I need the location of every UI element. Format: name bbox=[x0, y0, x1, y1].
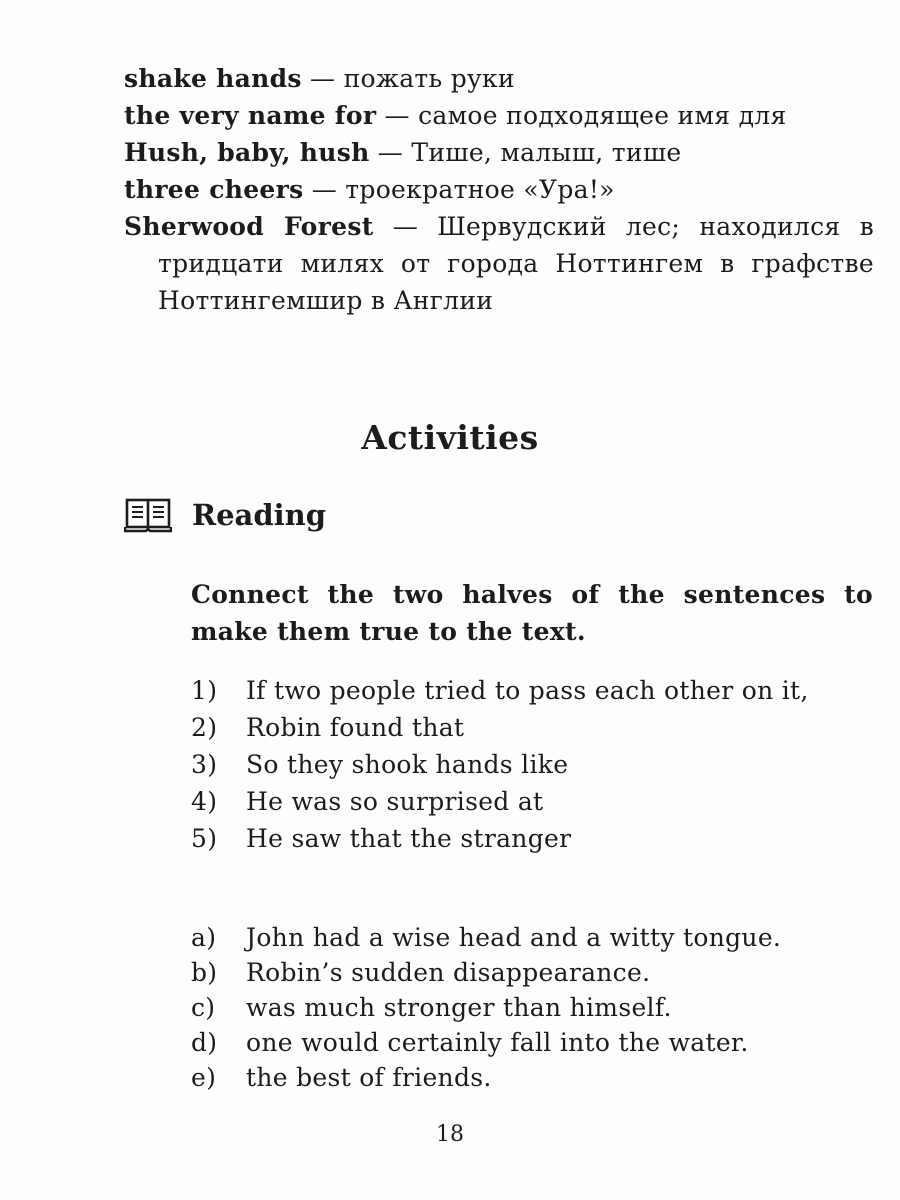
list-item bbox=[191, 709, 873, 746]
item-text: John had a wise head and a witty tongue. bbox=[246, 923, 782, 952]
item-text: was much stronger than himself. bbox=[246, 993, 672, 1022]
glossary-dash: — bbox=[369, 138, 412, 167]
list-item bbox=[191, 1025, 873, 1060]
item-text: He saw that the stranger bbox=[246, 824, 572, 853]
glossary-entry bbox=[124, 97, 874, 134]
item-text: Robin found that bbox=[246, 713, 465, 742]
list-item bbox=[191, 746, 873, 783]
item-text: one would certainly fall into the water. bbox=[246, 1028, 749, 1057]
glossary-term: the very name for bbox=[124, 101, 377, 130]
glossary-definition: пожать руки bbox=[343, 64, 515, 93]
item-letter: b) bbox=[191, 958, 218, 987]
item-number: 3) bbox=[191, 750, 218, 779]
glossary bbox=[124, 60, 874, 319]
glossary-term: Hush, baby, hush bbox=[124, 138, 370, 167]
item-number: 2) bbox=[191, 713, 218, 742]
item-letter: d) bbox=[191, 1028, 218, 1057]
page-number: 18 bbox=[436, 1122, 464, 1147]
list-item bbox=[191, 920, 873, 955]
glossary-definition: троекратное «Ура!» bbox=[345, 175, 615, 204]
item-text: So they shook hands like bbox=[246, 750, 569, 779]
glossary-term: Sherwood Forest bbox=[124, 212, 374, 241]
reading-heading bbox=[124, 497, 326, 533]
item-text: the best of friends. bbox=[246, 1063, 492, 1092]
glossary-term: three cheers bbox=[124, 175, 304, 204]
list-item bbox=[191, 820, 873, 857]
sentence-starts-list bbox=[191, 672, 873, 857]
item-number: 1) bbox=[191, 676, 218, 705]
item-letter: a) bbox=[191, 923, 217, 952]
open-book-icon bbox=[124, 497, 172, 533]
glossary-dash: — bbox=[373, 212, 438, 241]
item-text: He was so surprised at bbox=[246, 787, 544, 816]
item-text: If two people tried to pass each other on it, bbox=[246, 676, 809, 705]
list-item bbox=[191, 955, 873, 990]
item-letter: c) bbox=[191, 993, 216, 1022]
list-item bbox=[191, 672, 873, 709]
sentence-ends-list bbox=[191, 920, 873, 1095]
item-number: 5) bbox=[191, 824, 218, 853]
glossary-dash: — bbox=[376, 101, 419, 130]
exercise-instruction: Connect the two halves of the sentences to make them true to the text. bbox=[191, 580, 873, 646]
glossary-entry bbox=[124, 208, 874, 319]
list-item bbox=[191, 1060, 873, 1095]
list-item bbox=[191, 783, 873, 820]
item-number: 4) bbox=[191, 787, 218, 816]
glossary-dash: — bbox=[301, 64, 344, 93]
glossary-definition: самое подходящее имя для bbox=[418, 101, 787, 130]
list-item bbox=[191, 990, 873, 1025]
item-letter: e) bbox=[191, 1063, 217, 1092]
glossary-term: shake hands bbox=[124, 64, 302, 93]
reading-label: Reading bbox=[192, 498, 326, 532]
glossary-definition: Тише, малыш, тише bbox=[411, 138, 682, 167]
glossary-entry bbox=[124, 134, 874, 171]
glossary-dash: — bbox=[303, 175, 346, 204]
glossary-definition: Шервудский лес; находился в тридцати милях от города Ноттингем в графстве Ноттингемшир в Англии bbox=[158, 212, 875, 315]
glossary-entry bbox=[124, 171, 874, 208]
glossary-entry bbox=[124, 60, 874, 97]
section-title: Activities bbox=[361, 418, 539, 457]
item-text: Robin’s sudden disappearance. bbox=[246, 958, 651, 987]
